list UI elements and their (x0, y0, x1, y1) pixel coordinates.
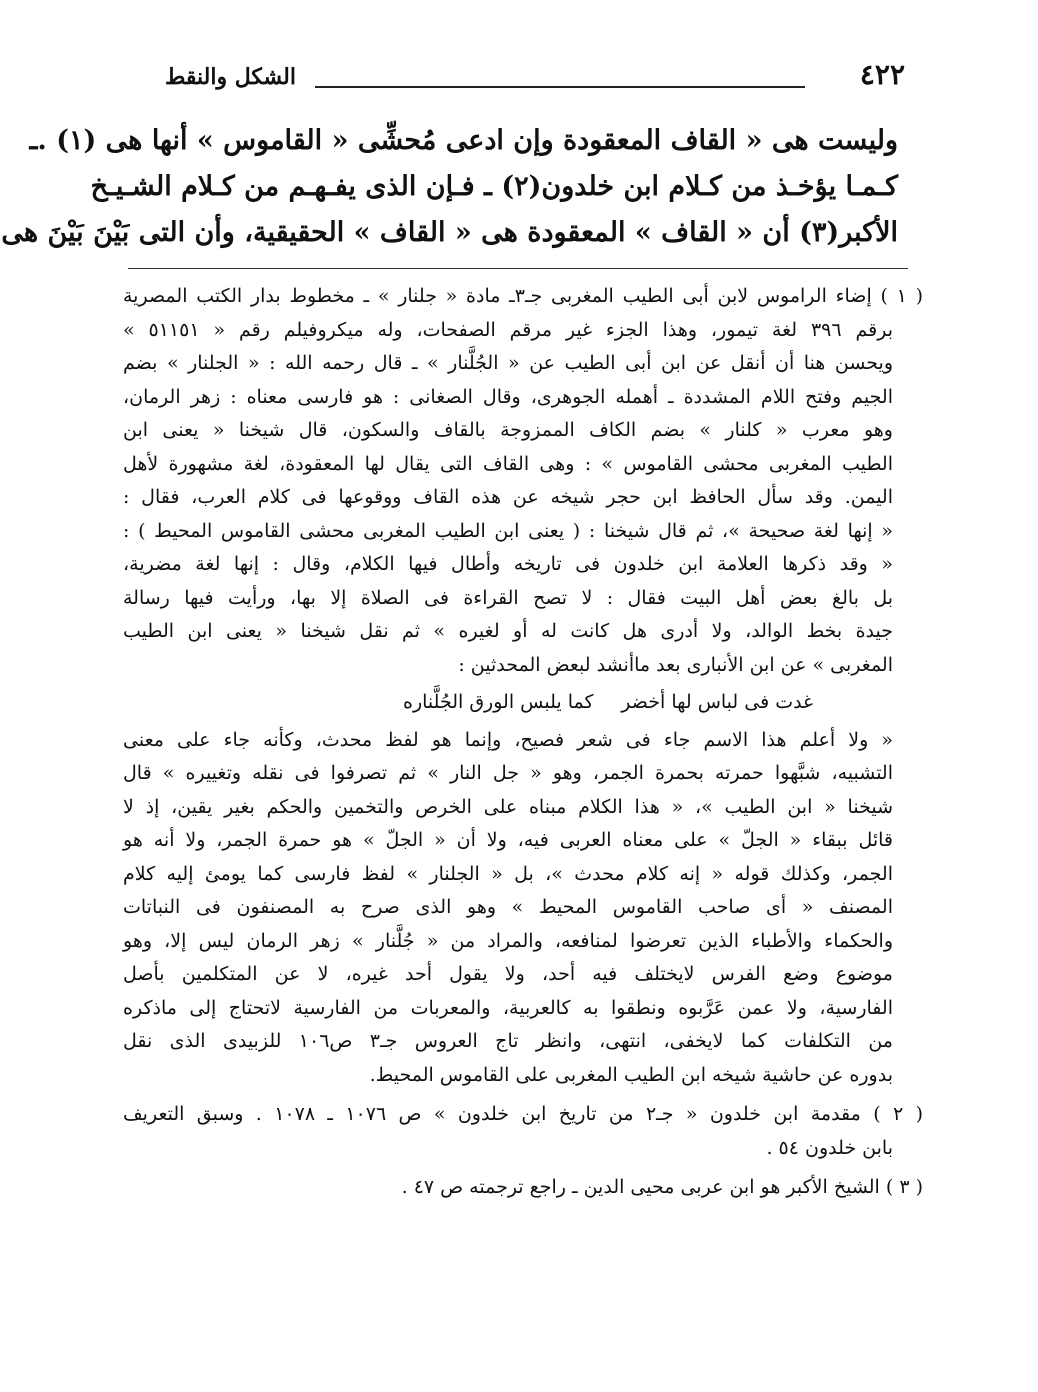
footnote-line: وهو معرب « كلنار » بضم الكاف الممزوجة بالقاف والسكون، قال شيخنا « يعنى ابن (123, 419, 893, 441)
main-text (1, 118, 898, 256)
footnote-line: اليمن. وقد سأل الحافظ ابن حجر شيخه عن هذه القاف ووقوعها فى كلام العرب، فقال : (123, 486, 893, 508)
page-number: ٤٢٢ (859, 58, 905, 91)
footnote-line: « إنها لغة صحيحة »، ثم قال شيخنا : ( يعنى ابن الطيب المغربى محشى القاموس المحيط ) : (123, 519, 893, 542)
main-line: الأكبر(٣) أن « القاف » المعقودة هى « القاف » الحقيقية، وأن التى بَيْنَ بَيْنَ هى (1, 217, 898, 248)
header-rule (315, 86, 805, 88)
footnote-2 (123, 1098, 923, 1165)
footnote-line: « وقد ذكرها العلامة ابن خلدون فى تاريخه وأطال فيها الكلام، وقال : إنها لغة مضرية، (123, 553, 893, 575)
footnote-line: الجمر، وكذلك قوله « إنه كلام محدث »، بل « الجلنار » لفظ فارسى كما يومئ إليه كلام (123, 862, 893, 885)
footnote-1 (123, 280, 923, 1092)
footnote-line: الطيب المغربى محشى القاموس » : وهى القاف التى يقال لها المعقودة، لغة مشهورة لأهل (123, 452, 893, 475)
footnote-line: ( ٢ ) مقدمة ابن خلدون « جـ٢ من تاريخ ابن خلدون » ص ١٠٧٦ ـ ١٠٧٨ . وسبق التعريف (123, 1103, 923, 1125)
poem-right-hemistich: غدت فى لباس لها أخضر (621, 691, 813, 713)
footnote-line: بدوره عن حاشية شيخه ابن الطيب المغربى على القاموس المحيط. (369, 1063, 893, 1086)
footnote-line: الجيم وفتح اللام المشددة ـ أهمله الجوهرى، وقال الصغانى : هو فارسى معناه : زهر الرمان، (123, 385, 893, 408)
footnote-line: المغربى » عن ابن الأنبارى بعد ماأنشد لبعض المحدثين : (458, 653, 893, 676)
footnote-line: موضوع وضع الفرس لايختلف فيه أحد، ولا يقول أحد غيره، لا عن المتكلمين بأصل (123, 963, 893, 985)
footnote-line: الفارسية، ولا عمن عَرَّبوه ونطقوا به كالعربية، والمعربات من الفارسية لاتحتاج إلى ماذكره (123, 996, 893, 1019)
footnote-line: بل بالغ بعض أهل البيت فقال : لا تصح القراءة فى الصلاة إلا بها، ورأيت فيها رسالة (123, 586, 893, 609)
footnote-line: المصنف « أى صاحب القاموس المحيط » وهو الذى صرح به المصنفون فى النباتات (123, 896, 893, 918)
footnote-line: ( ٣ ) الشيخ الأكبر هو ابن عربى محيى الدين ـ راجع ترجمته ص ٤٧ . (401, 1176, 923, 1198)
main-line: كـمـا يؤخـذ من كـلام ابن خلدون(٢) ـ فـإن الذى يفـهـم من كـلام الشـيـخ (90, 171, 898, 202)
footnote-line: جيدة بخط الوالد، ولا أدرى هل كانت له أو لغيره » ثم نقل شيخنا « يعنى ابن الطيب (123, 620, 893, 642)
poem-left-hemistich: كما يلبس الورق الجُلَّناره (403, 691, 594, 713)
footnote-line: شيخنا « ابن الطيب »، « هذا الكلام مبناه على الخرص والتخمين والحكم بغير يقين، إذ لا (123, 795, 893, 818)
footnote-line: من التكلفات كما لايخفى، انتهى، وانظر تاج العروس جـ٣ ص١٠٦ للزبيدى الذى نقل (123, 1030, 893, 1052)
footnote-line: التشبيه، شبَّهوا حمرته بحمرة الجمر، وهو « جل النار » ثم تصرفوا فى نقله وتغييره » قال (123, 762, 893, 784)
footnote-3 (123, 1171, 923, 1205)
footnote-line: ( ١ ) إضاء الراموس لابن أبى الطيب المغربى جـ٣ـ مادة « جلنار » ـ مخطوط بدار الكتب المصرية (123, 285, 923, 307)
footnote-line: برقم ٣٩٦ لغة تيمور، وهذا الجزء غير مرقم الصفحات، وله ميكروفيلم رقم « ٥١١٥١ » (123, 318, 893, 341)
page-header (165, 58, 905, 98)
poem-verse (403, 686, 813, 720)
footnote-line: بابن خلدون ٥٤ . (766, 1136, 893, 1159)
footnotes (123, 280, 923, 1205)
main-line: وليست هى « القاف المعقودة وإن ادعى مُحشِّى « القاموس » أنها هى (١) .ـ (29, 125, 898, 156)
footnote-line: والحكماء والأطباء الذين تعرضوا لمنافعه، والمراد من « جُلَّنار » زهر الرمان ليس إلا، وهو (123, 929, 893, 952)
footnote-line: « ولا أعلم هذا الاسم جاء فى شعر فصيح، وإنما هو لفظ محدث، وكأنه جاء على معنى (123, 728, 893, 751)
running-title: الشكل والنقط (165, 64, 297, 90)
footnote-line: قائل ببقاء « الجلّ » على معناه العربى فيه، ولا أن « الجلّ » هو حمرة الجمر، ولا أنه هو (123, 829, 893, 851)
footnote-line: ويحسن هنا أن أنقل عن ابن أبى الطيب عن « الجُلَّنار » ـ قال رحمه الله : « الجلنار » بضم (123, 352, 893, 374)
footnote-separator (128, 268, 908, 269)
